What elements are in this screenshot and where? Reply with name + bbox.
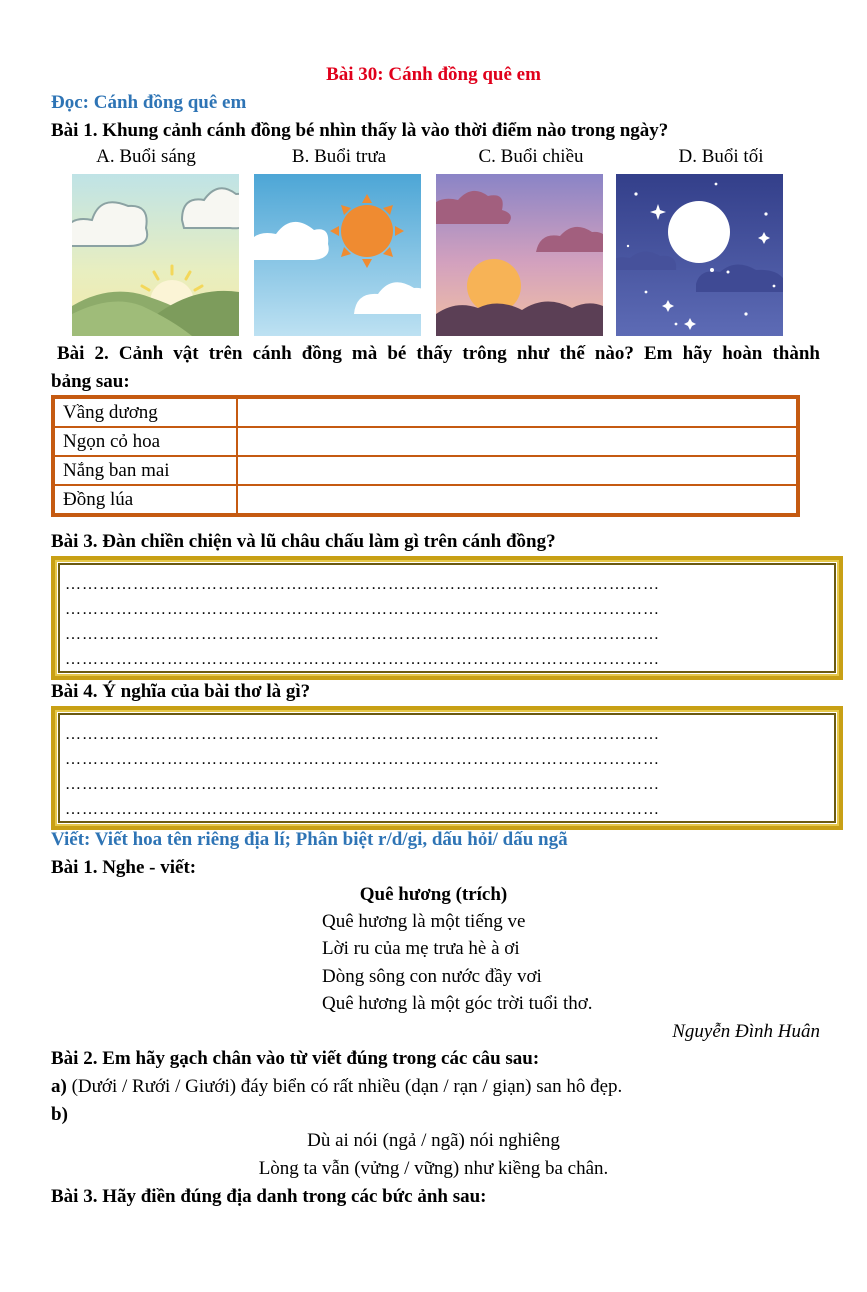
answer-cell[interactable] xyxy=(237,398,797,427)
dotted-line: …………………………………………………………………………………………… xyxy=(65,801,660,818)
question-3: Bài 3. Đàn chiền chiện và lũ châu chấu làm gì trên cánh đồng? xyxy=(51,531,556,552)
poem-line: Quê hương là một tiếng ve xyxy=(322,911,526,932)
poem-line: Quê hương là một góc trời tuổi thơ. xyxy=(322,993,593,1014)
table-row xyxy=(54,485,797,514)
table-row xyxy=(54,427,797,456)
dotted-line: …………………………………………………………………………………………… xyxy=(65,776,660,793)
question-1: Bài 1. Khung cảnh cánh đồng bé nhìn thấy là vào thời điểm nào trong ngày? xyxy=(51,120,669,141)
item-text: (Dưới / Rưới / Giưới) đáy biển có rất nhiều (dạn / rạn / giạn) san hô đẹp. xyxy=(66,1076,623,1097)
exercise-2a xyxy=(51,1076,622,1098)
writing-heading: Viết: Viết hoa tên riêng địa lí; Phân biệt r/d/gi, dấu hỏi/ dấu ngã xyxy=(51,829,568,850)
row-label: Nắng ban mai xyxy=(54,456,237,485)
row-label: Vầng dương xyxy=(54,398,237,427)
option-d: D. Buổi tối xyxy=(678,146,764,167)
table-row xyxy=(54,456,797,485)
dotted-line: …………………………………………………………………………………………… xyxy=(65,626,660,643)
option-b: B. Buổi trưa xyxy=(291,146,387,167)
option-a: A. Buổi sáng xyxy=(96,146,196,167)
night-image xyxy=(616,174,783,336)
poem-title: Quê hương (trích) xyxy=(359,884,508,905)
dotted-line: …………………………………………………………………………………………… xyxy=(65,751,660,768)
row-label: Đồng lúa xyxy=(54,485,237,514)
morning-image xyxy=(72,174,239,336)
question-4: Bài 4. Ý nghĩa của bài thơ là gì? xyxy=(51,681,311,702)
dotted-line: …………………………………………………………………………………………… xyxy=(65,726,660,743)
writing-exercise-3: Bài 3. Hãy điền đúng địa danh trong các bức ảnh sau: xyxy=(51,1186,487,1207)
answer-box-4[interactable] xyxy=(51,706,843,830)
exercise-2b-label: b) xyxy=(51,1104,68,1125)
question-2-line2: bảng sau: xyxy=(51,371,130,392)
poem-line: Lời ru của mẹ trưa hè à ơi xyxy=(322,938,520,959)
dotted-line: …………………………………………………………………………………………… xyxy=(65,651,660,668)
writing-exercise-1: Bài 1. Nghe - viết: xyxy=(51,857,197,878)
evening-image xyxy=(436,174,603,336)
item-label: a) xyxy=(51,1076,67,1097)
exercise-2b-line: Dù ai nói (ngả / ngã) nói nghiêng xyxy=(307,1130,560,1151)
table-row xyxy=(54,398,797,427)
reading-heading: Đọc: Cánh đồng quê em xyxy=(51,92,247,113)
row-label: Ngọn cỏ hoa xyxy=(54,427,237,456)
poem-line: Dòng sông con nước đầy vơi xyxy=(322,966,542,987)
page-title: Bài 30: Cánh đồng quê em xyxy=(326,64,541,85)
description-table xyxy=(51,395,800,517)
dotted-line: …………………………………………………………………………………………… xyxy=(65,601,660,618)
poem-author: Nguyễn Đình Huân xyxy=(672,1021,820,1042)
answer-cell[interactable] xyxy=(237,456,797,485)
noon-image xyxy=(254,174,421,336)
answer-cell[interactable] xyxy=(237,485,797,514)
answer-cell[interactable] xyxy=(237,427,797,456)
writing-exercise-2: Bài 2. Em hãy gạch chân vào từ viết đúng trong các câu sau: xyxy=(51,1048,540,1069)
answer-box-3[interactable] xyxy=(51,556,843,680)
option-c: C. Buổi chiều xyxy=(478,146,584,167)
exercise-2b-line: Lòng ta vẫn (vửng / vững) như kiềng ba chân. xyxy=(258,1158,609,1179)
question-2-line1: Bài 2. Cảnh vật trên cánh đồng mà bé thấy trông như thế nào? Em hãy hoàn thành xyxy=(57,343,820,364)
dotted-line: …………………………………………………………………………………………… xyxy=(65,576,660,593)
